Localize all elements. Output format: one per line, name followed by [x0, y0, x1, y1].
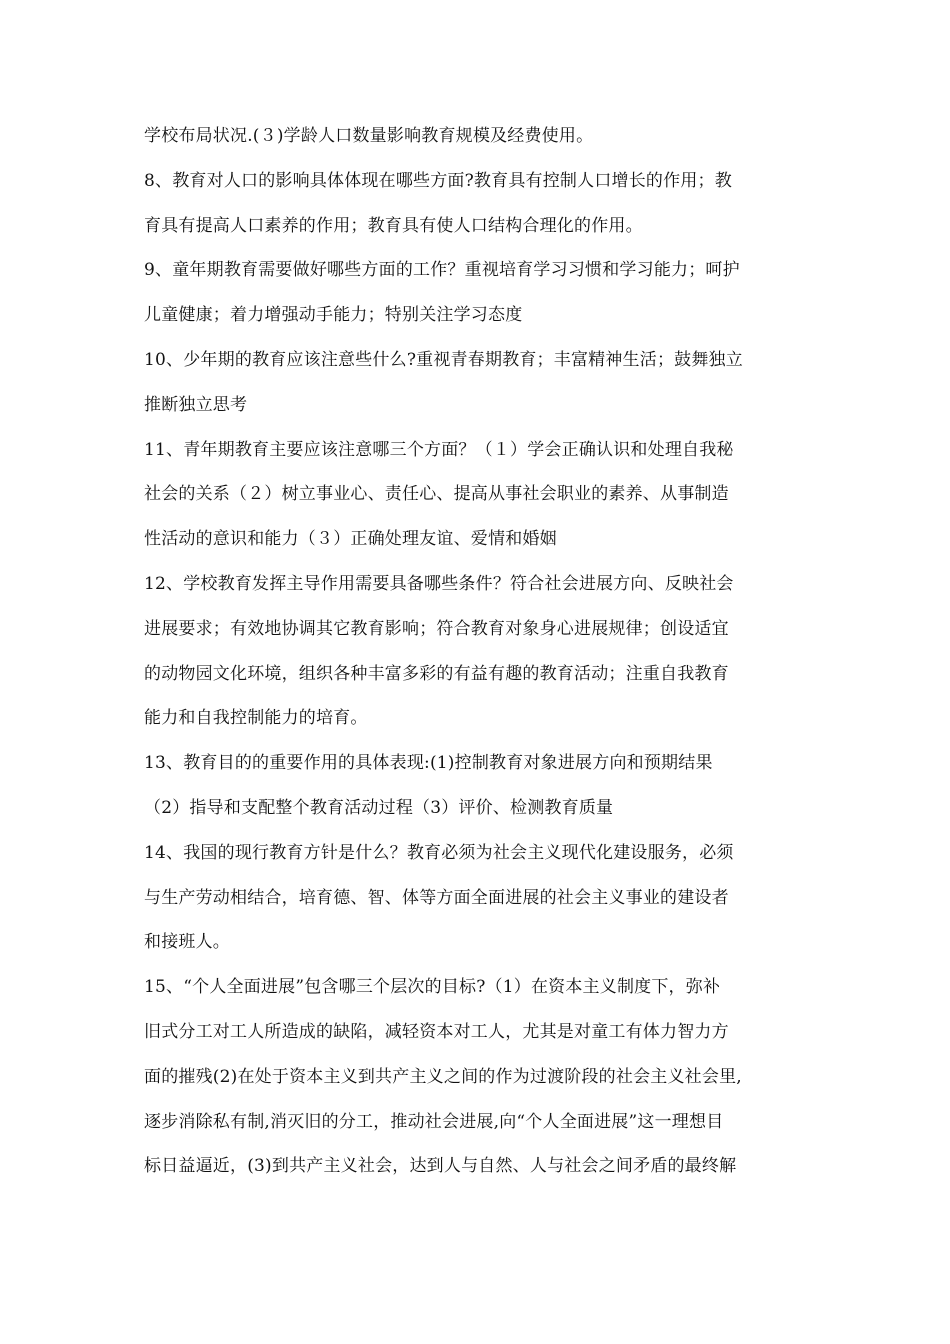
text-line: 推断独立思考 — [144, 394, 248, 415]
text-line: 标日益逼近，(3)到共产主义社会，达到人与自然、人与社会之间矛盾的最终解 — [144, 1156, 737, 1177]
text-line: 14、我国的现行教育方针是什么？教育必须为社会主义现代化建设服务，必须 — [144, 842, 734, 863]
text-line: 10、少年期的教育应该注意些什么?重视青春期教育；丰富精神生活；鼓舞独立 — [144, 349, 743, 370]
text-line: 12、学校教育发挥主导作用需要具备哪些条件？符合社会进展方向、反映社会 — [144, 573, 734, 594]
document-body — [144, 114, 808, 1189]
text-line: 8、教育对人口的影响具体体现在哪些方面?教育具有控制人口增长的作用；教 — [144, 170, 732, 191]
text-line: 13、教育目的的重要作用的具体表现:(1)控制教育对象进展方向和预期结果 — [144, 753, 713, 774]
text-line: 逐步消除私有制,消灭旧的分工，推动社会进展,向“个人全面进展”这一理想目 — [144, 1111, 724, 1132]
text-line: 能力和自我控制能力的培育。 — [144, 708, 368, 729]
text-line: 与生产劳动相结合，培育德、智、体等方面全面进展的社会主义事业的建设者 — [144, 887, 729, 908]
text-line: 学校布局状况.(３)学龄人口数量影响教育规模及经费使用。 — [144, 126, 594, 146]
text-line: 和接班人。 — [144, 932, 230, 953]
text-line: 的动物园文化环境，组织各种丰富多彩的有益有趣的教育活动；注重自我教育 — [144, 663, 729, 684]
text-line: 9、童年期教育需要做好哪些方面的工作？重视培育学习习惯和学习能力；呵护 — [144, 260, 740, 281]
text-line: 育具有提高人口素养的作用；教育具有使人口结构合理化的作用。 — [144, 215, 643, 236]
text-line: 面的摧残(2)在处于资本主义到共产主义之间的作为过渡阶段的社会主义社会里, — [144, 1066, 742, 1087]
text-line: 11、青年期教育主要应该注意哪三个方面？（１）学会正确认识和处理自我秘 — [144, 439, 734, 460]
text-line: 进展要求；有效地协调其它教育影响；符合教育对象身心进展规律；创设适宜 — [144, 618, 729, 639]
text-line: 15、“个人全面进展”包含哪三个层次的目标?（1）在资本主义制度下，弥补 — [144, 977, 721, 998]
text-line: 旧式分工对工人所造成的缺陷，减轻资本对工人，尤其是对童工有体力智力方 — [144, 1021, 729, 1042]
text-line: （2）指导和支配整个教育活动过程（3）评价、检测教育质量 — [144, 797, 614, 818]
text-line: 性活动的意识和能力（３）正确处理友谊、爱情和婚姻 — [144, 529, 557, 550]
text-line: 儿童健康；着力增强动手能力；特别关注学习态度 — [144, 305, 523, 326]
text-line: 社会的关系（２）树立事业心、责任心、提高从事社会职业的素养、从事制造 — [144, 484, 729, 505]
